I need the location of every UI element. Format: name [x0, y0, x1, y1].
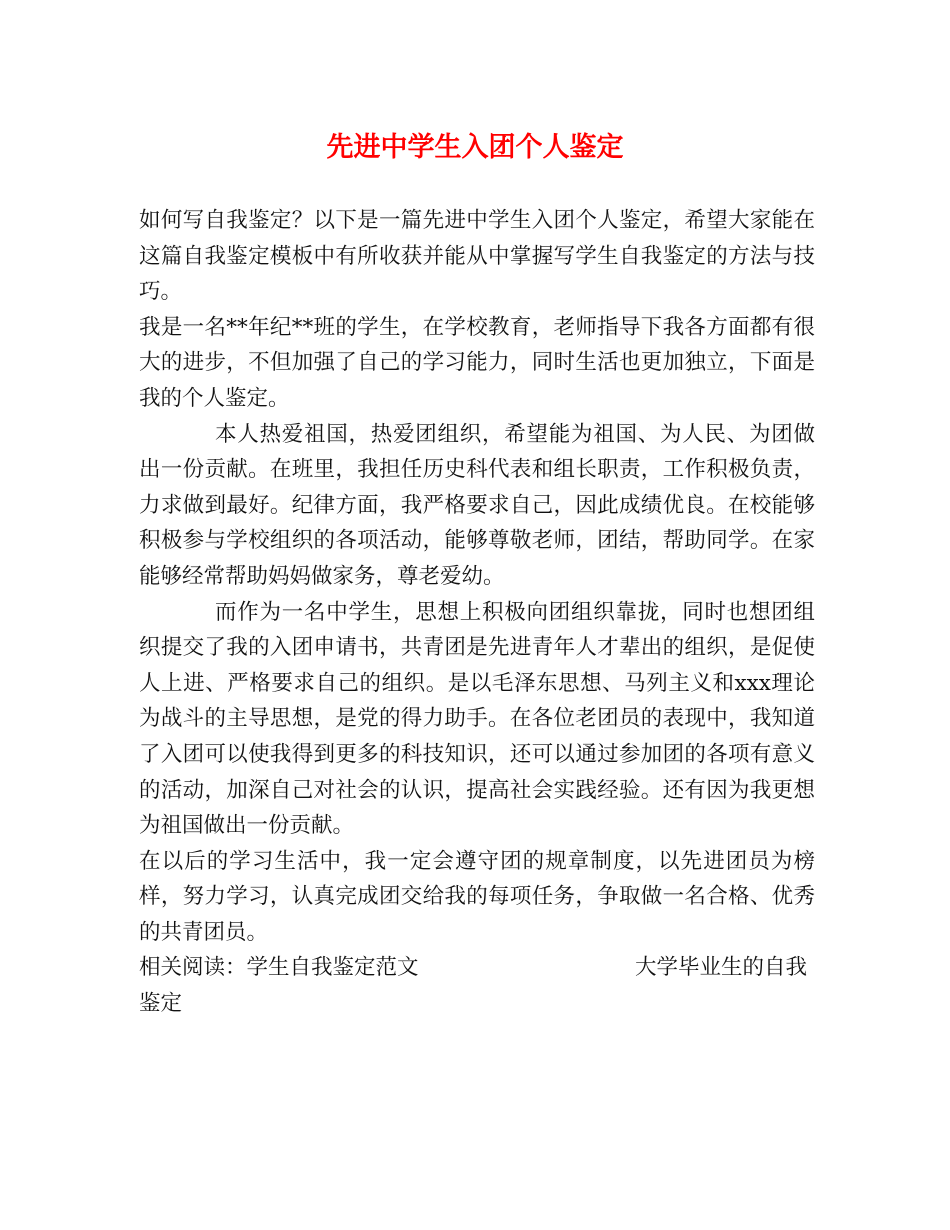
paragraph-intro: 如何写自我鉴定？以下是一篇先进中学生入团个人鉴定，希望大家能在这篇自我鉴定模板中有所收获并能从中掌握写学生自我鉴定的方法与技巧。: [139, 208, 815, 305]
related-link-graduate-self-evaluation-tail[interactable]: 鉴定: [139, 991, 183, 1017]
related-reading: [139, 950, 815, 986]
paragraph-self-intro: 我是一名**年纪**班的学生，在学校教育，老师指导下我各方面都有很大的进步，不但加强了自己的学习能力，同时生活也更加独立，下面是我的个人鉴定。: [139, 314, 815, 411]
related-link-graduate-self-evaluation[interactable]: 大学毕业生的自我: [635, 955, 808, 981]
paragraph-patriotism: 本人热爱祖国，热爱团组织，希望能为祖国、为人民、为团做出一份贡献。在班里，我担任历史科代表和组长职责，工作积极负责，力求做到最好。纪律方面，我严格要求自己，因此成绩优良。在校能够积极参与学校组织的各项活动，能够尊敬老师，团结，帮助同学。在家能够经常帮助妈妈做家务，尊老爱幼。: [139, 421, 815, 589]
paragraph-league-application: 而作为一名中学生，思想上积极向团组织靠拢，同时也想团组织提交了我的入团申请书，共青团是先进青年人才辈出的组织，是促使人上进、严格要求自己的组织。是以毛泽东思想、马列主义和xxx理论为战斗的主导思想，是党的得力助手。在各位老团员的表现中，我知道了入团可以使我得到更多的科技知识，还可以通过参加团的各项有意义的活动，加深自己对社会的认识，提高社会实践经验。还有因为我更想为祖国做出一份贡献。: [139, 599, 815, 839]
related-reading-label: 相关阅读：: [139, 955, 247, 981]
related-link-student-self-evaluation[interactable]: 学生自我鉴定范文: [246, 955, 419, 981]
paragraph-future-commitment: 在以后的学习生活中，我一定会遵守团的规章制度，以先进团员为榜样，努力学习，认真完成团交给我的每项任务，争取做一名合格、优秀的共青团员。: [139, 848, 815, 945]
document-body: [139, 203, 815, 1022]
document-title: 先进中学生入团个人鉴定: [326, 132, 624, 163]
related-reading-group: [139, 950, 419, 986]
